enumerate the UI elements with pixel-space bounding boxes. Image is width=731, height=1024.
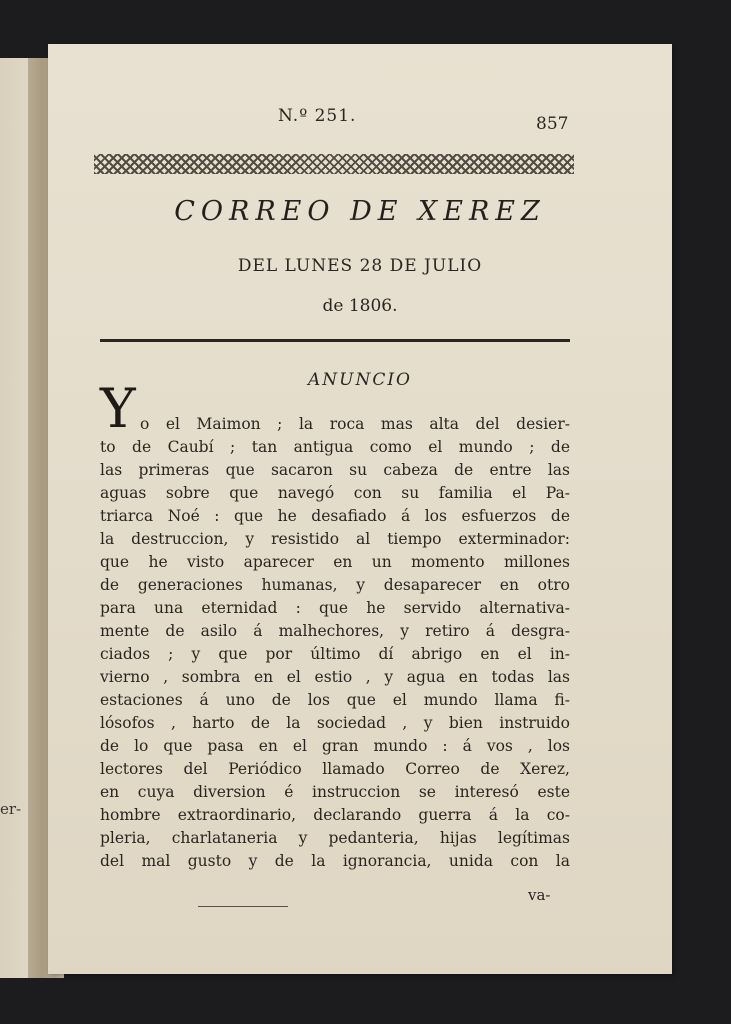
body-line: mente de asilo á malhechores, y retiro á desgra- (100, 622, 570, 640)
body-line: pleria, charlataneria y pedanteria, hijas legítimas (100, 829, 570, 847)
body-line: para una eternidad : que he servido alternativa- (100, 599, 570, 617)
dateline: DEL LUNES 28 DE JULIO (237, 256, 483, 276)
drop-cap: Y (100, 377, 136, 440)
body-line: ciados ; y que por último dí abrigo en el in- (100, 645, 570, 663)
document-page (48, 44, 672, 974)
issue-number: N.º 251. (278, 106, 357, 126)
body-line: de lo que pasa en el gran mundo : á vos , los (100, 737, 570, 755)
page-number: 857 (536, 114, 569, 134)
body-line: en cuya diversion é instruccion se interesó este (100, 783, 570, 801)
body-line: estaciones á uno de los que el mundo llama fi- (100, 691, 570, 709)
masthead-title: CORREO DE XEREZ (174, 196, 546, 227)
body-line: las primeras que sacaron su cabeza de entre las (100, 461, 570, 479)
body-line: que he visto aparecer en un momento millones (100, 553, 570, 571)
body-line: lectores del Periódico llamado Correo de Xerez, (100, 760, 570, 778)
ornament-border (94, 154, 574, 174)
body-line: aguas sobre que navegó con su familia el Pa- (100, 484, 570, 502)
body-line: hombre extraordinario, declarando guerra á la co- (100, 806, 570, 824)
footer-rule (198, 906, 288, 907)
body-line: lósofos , harto de la sociedad , y bien instruido (100, 714, 570, 732)
body-line: o el Maimon ; la roca mas alta del desier- (140, 415, 570, 433)
publication-year: de 1806. (322, 296, 398, 316)
body-line: de generaciones humanas, y desaparecer en otro (100, 576, 570, 594)
body-line: la destruccion, y resistido al tiempo exterminador: (100, 530, 570, 548)
masthead-rule (100, 339, 570, 342)
body-line: del mal gusto y de la ignorancia, unida con la (100, 852, 570, 870)
section-title: ANUNCIO (307, 370, 412, 390)
catchword: va- (528, 886, 551, 904)
body-line: triarca Noé : que he desafiado á los esfuerzos de (100, 507, 570, 525)
facing-page-fragment: er- (0, 800, 22, 818)
body-line: vierno , sombra en el estio , y agua en todas las (100, 668, 570, 686)
body-line: to de Caubí ; tan antigua como el mundo ; de (100, 438, 570, 456)
